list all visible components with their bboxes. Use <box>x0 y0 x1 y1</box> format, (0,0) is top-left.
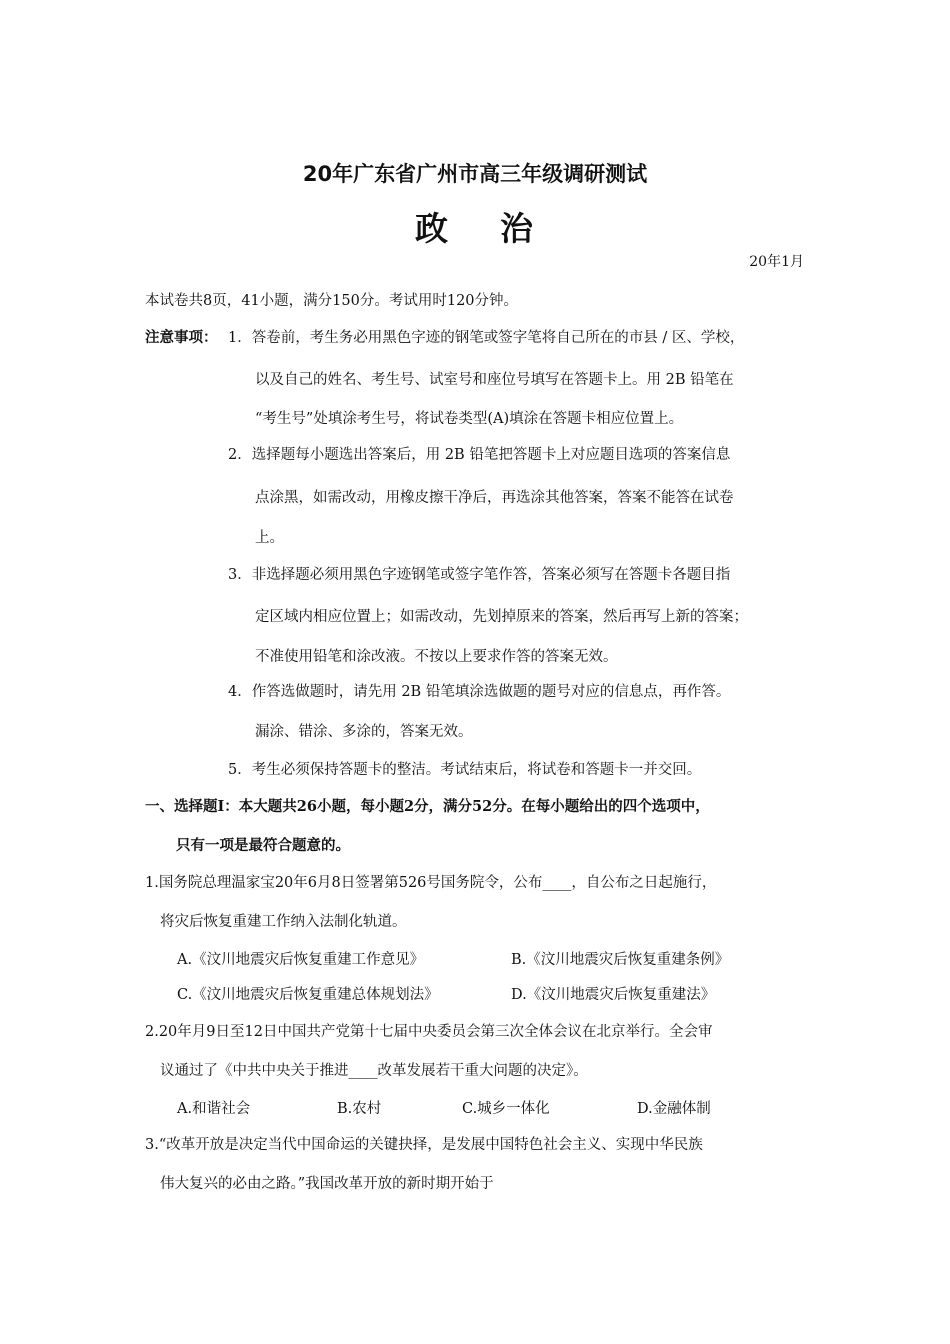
question-1-option-a: A.《汶川地震灾后恢复重建工作意见》 <box>177 952 425 968</box>
notice-line: 漏涂、错涂、多涂的，答案无效。 <box>255 724 473 740</box>
notice-label: 注意事项： <box>145 329 218 346</box>
exam-date: 20年1月 <box>749 254 804 270</box>
notice-line: 5．考生必须保持答题卡的整洁。考试结束后，将试卷和答题卡一并交回。 <box>228 762 702 778</box>
notice-line: “考生号”处填涂考生号，将试卷类型(A)填涂在答题卡相应位置上。 <box>255 411 684 427</box>
subject-char-2: 治 <box>500 209 535 248</box>
subject-char-1: 政 <box>415 209 450 248</box>
question-2-option-a: A.和谐社会 <box>177 1101 251 1117</box>
question-2-stem: 2.20年月9日至12日中国共产党第十七届中央委员会第三次全体会议在北京举行。全会审 <box>145 1024 713 1040</box>
question-3-stem: 3.“改革开放是决定当代中国命运的关键抉择，是发展中国特色社会主义、实现中华民族 <box>145 1137 703 1153</box>
notice-line: 上。 <box>255 530 284 546</box>
notice-line: 定区域内相应位置上；如需改动，先划掉原来的答案，然后再写上新的答案； <box>255 609 748 625</box>
notice-line: 3．非选择题必须用黑色字迹钢笔或签字笔作答，答案必须写在答题卡各题目指 <box>228 567 731 583</box>
question-1-option-d: D.《汶川地震灾后恢复重建法》 <box>511 987 716 1003</box>
subject-heading <box>0 203 950 250</box>
notice-line: 2．选择题每小题选出答案后，用 2B 铅笔把答题卡上对应题目选项的答案信息 <box>228 447 731 463</box>
notice-line: 4．作答选做题时，请先用 2B 铅笔填涂选做题的题号对应的信息点，再作答。 <box>228 684 731 700</box>
question-2-stem-cont: 议通过了《中共中央关于推进____改革发展若干重大问题的决定》。 <box>160 1063 588 1079</box>
question-2-option-d: D.金融体制 <box>637 1101 711 1117</box>
question-1-stem: 1.国务院总理温家宝20年6月8日签署第526号国务院令，公布____，自公布之日起施行， <box>145 875 717 891</box>
question-2-option-c: C.城乡一体化 <box>462 1101 550 1117</box>
exam-title: 20年广东省广州市高三年级调研测试 <box>302 162 648 186</box>
section-heading: 一、选择题Ⅰ：本大题共26小题，每小题2分，满分52分。在每小题给出的四个选项中， <box>145 798 710 815</box>
section-heading-cont: 只有一项是最符合题意的。 <box>176 837 350 854</box>
question-1-stem-cont: 将灾后恢复重建工作纳入法制化轨道。 <box>160 914 407 930</box>
notice-line: 不准使用铅笔和涂改液。不按以上要求作答的答案无效。 <box>255 649 618 665</box>
question-2-option-b: B.农村 <box>337 1101 382 1117</box>
notice-line: 以及自己的姓名、考生号、试室号和座位号填写在答题卡上。用 2B 铅笔在 <box>255 372 734 388</box>
question-1-option-c: C.《汶川地震灾后恢复重建总体规划法》 <box>177 987 439 1003</box>
question-3-stem-cont: 伟大复兴的必由之路。”我国改革开放的新时期开始于 <box>160 1176 494 1192</box>
notice-line: 1．答卷前，考生务必用黑色字迹的钢笔或签字笔将自己所在的市县 / 区、学校， <box>228 330 745 346</box>
intro-text: 本试卷共8页，41小题，满分150分。考试用时120分钟。 <box>145 293 519 309</box>
notice-line: 点涂黑，如需改动，用橡皮擦干净后，再选涂其他答案，答案不能答在试卷 <box>255 490 734 506</box>
question-1-option-b: B.《汶川地震灾后恢复重建条例》 <box>511 952 730 968</box>
